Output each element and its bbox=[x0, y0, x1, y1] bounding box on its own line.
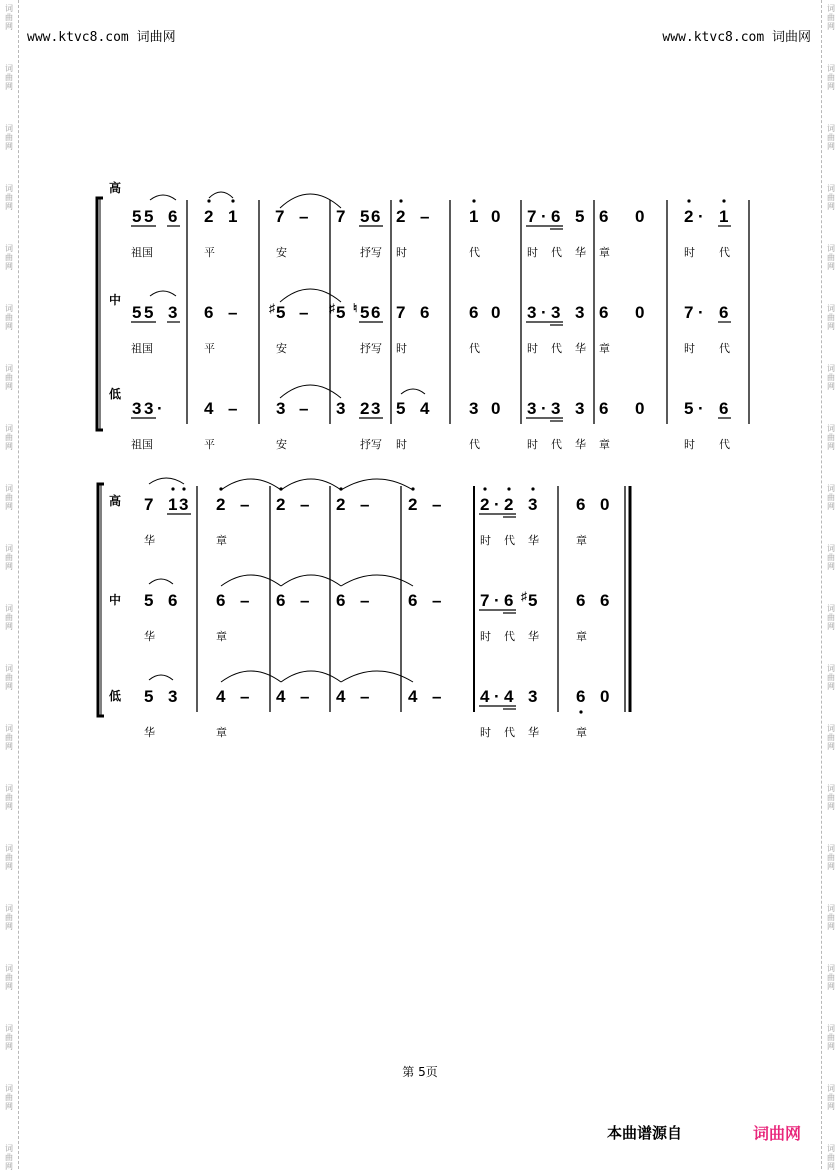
svg-text:4: 4 bbox=[216, 687, 226, 706]
watermark-text: 词 曲 网 bbox=[827, 4, 835, 31]
watermark-text: 词 曲 网 bbox=[827, 544, 835, 571]
svg-text:6: 6 bbox=[168, 207, 178, 226]
svg-text:0: 0 bbox=[635, 207, 645, 226]
svg-text:2: 2 bbox=[216, 495, 226, 514]
watermark-text: 词 曲 网 bbox=[827, 124, 835, 151]
svg-text:0: 0 bbox=[600, 687, 610, 706]
svg-text:·: · bbox=[541, 399, 547, 418]
svg-text:·: · bbox=[698, 207, 704, 226]
svg-text:5: 5 bbox=[528, 591, 538, 610]
svg-text:–: – bbox=[360, 591, 370, 610]
svg-text:代: 代 bbox=[504, 726, 515, 739]
svg-text:4: 4 bbox=[276, 687, 286, 706]
watermark-text: 词 曲 网 bbox=[827, 664, 835, 691]
svg-text:♯: ♯ bbox=[329, 301, 335, 315]
svg-text:3: 3 bbox=[551, 303, 561, 322]
svg-text:4: 4 bbox=[336, 687, 346, 706]
svg-text:–: – bbox=[228, 303, 238, 322]
svg-text:·: · bbox=[494, 591, 500, 610]
svg-text:0: 0 bbox=[635, 303, 645, 322]
svg-text:·: · bbox=[541, 303, 547, 322]
svg-text:–: – bbox=[240, 591, 250, 610]
svg-text:5: 5 bbox=[396, 399, 406, 418]
svg-text:6: 6 bbox=[504, 591, 514, 610]
svg-text:0: 0 bbox=[635, 399, 645, 418]
svg-text:代: 代 bbox=[469, 438, 480, 451]
part-label-low-2: 低 bbox=[109, 689, 122, 703]
svg-text:代: 代 bbox=[719, 438, 730, 451]
svg-text:·: · bbox=[494, 687, 500, 706]
svg-text:7: 7 bbox=[336, 207, 346, 226]
svg-text:3: 3 bbox=[371, 399, 381, 418]
svg-text:2: 2 bbox=[504, 495, 514, 514]
system-2-lyrics bbox=[144, 533, 587, 739]
svg-text:华: 华 bbox=[528, 726, 539, 739]
system-2-high-notes bbox=[144, 478, 609, 517]
svg-text:代: 代 bbox=[469, 246, 480, 259]
svg-text:时: 时 bbox=[396, 246, 407, 259]
watermark-text: 词 曲 网 bbox=[5, 1024, 13, 1051]
svg-text:6: 6 bbox=[336, 591, 346, 610]
svg-text:3: 3 bbox=[528, 687, 538, 706]
svg-text:代: 代 bbox=[469, 342, 480, 355]
watermark-text: 词 曲 网 bbox=[827, 904, 835, 931]
svg-text:祖国: 祖国 bbox=[131, 342, 153, 355]
svg-text:6: 6 bbox=[719, 303, 729, 322]
header-site-right[interactable]: www.ktvc8.com 词曲网 bbox=[662, 30, 811, 45]
svg-text:代: 代 bbox=[551, 438, 562, 451]
system-1-lyrics bbox=[131, 245, 730, 451]
svg-text:–: – bbox=[300, 495, 310, 514]
svg-text:7: 7 bbox=[480, 591, 490, 610]
svg-text:3: 3 bbox=[132, 399, 142, 418]
svg-text:6: 6 bbox=[600, 591, 610, 610]
watermark-text: 词 曲 网 bbox=[827, 604, 835, 631]
svg-text:5: 5 bbox=[276, 303, 286, 322]
svg-text:时: 时 bbox=[396, 438, 407, 451]
svg-text:5: 5 bbox=[144, 591, 154, 610]
svg-text:3: 3 bbox=[179, 495, 189, 514]
watermark-text: 词 曲 网 bbox=[5, 664, 13, 691]
svg-text:6: 6 bbox=[469, 303, 479, 322]
watermark-text: 词 曲 网 bbox=[5, 604, 13, 631]
svg-text:–: – bbox=[299, 207, 309, 226]
svg-text:5: 5 bbox=[336, 303, 346, 322]
svg-text:4: 4 bbox=[480, 687, 490, 706]
svg-text:7: 7 bbox=[144, 495, 154, 514]
svg-text:抒写: 抒写 bbox=[360, 246, 382, 259]
svg-text:–: – bbox=[432, 495, 442, 514]
svg-text:时: 时 bbox=[684, 246, 695, 259]
svg-text:1: 1 bbox=[469, 207, 479, 226]
svg-text:2: 2 bbox=[204, 207, 214, 226]
svg-text:平: 平 bbox=[204, 342, 215, 355]
system-1 bbox=[97, 180, 749, 451]
svg-text:5: 5 bbox=[360, 303, 370, 322]
svg-text:华: 华 bbox=[528, 630, 539, 643]
system-1-low-notes bbox=[131, 385, 731, 421]
svg-text:3: 3 bbox=[528, 495, 538, 514]
svg-text:–: – bbox=[299, 399, 309, 418]
svg-text:4: 4 bbox=[420, 399, 430, 418]
svg-text:6: 6 bbox=[204, 303, 214, 322]
svg-text:时: 时 bbox=[480, 726, 491, 739]
svg-text:时: 时 bbox=[684, 438, 695, 451]
system-2-mid-notes bbox=[144, 575, 609, 613]
svg-text:2: 2 bbox=[276, 495, 286, 514]
svg-text:3: 3 bbox=[575, 303, 585, 322]
svg-text:7: 7 bbox=[527, 207, 537, 226]
svg-text:3: 3 bbox=[336, 399, 346, 418]
svg-text:华: 华 bbox=[575, 342, 586, 355]
watermark-text: 词 曲 网 bbox=[827, 1084, 835, 1111]
watermark-text: 词 曲 网 bbox=[827, 64, 835, 91]
svg-text:·: · bbox=[698, 399, 704, 418]
watermark-text: 词 曲 网 bbox=[827, 1144, 835, 1171]
svg-text:5: 5 bbox=[360, 207, 370, 226]
watermark-text: 词 曲 网 bbox=[5, 64, 13, 91]
svg-text:章: 章 bbox=[599, 342, 610, 355]
svg-text:章: 章 bbox=[576, 630, 587, 643]
watermark-text: 词 曲 网 bbox=[5, 4, 13, 31]
svg-text:5: 5 bbox=[144, 303, 154, 322]
svg-text:–: – bbox=[299, 303, 309, 322]
svg-text:6: 6 bbox=[576, 495, 586, 514]
svg-text:·: · bbox=[541, 207, 547, 226]
part-label-high: 高 bbox=[109, 181, 122, 195]
svg-text:华: 华 bbox=[144, 630, 155, 643]
svg-text:–: – bbox=[360, 687, 370, 706]
svg-text:0: 0 bbox=[491, 303, 501, 322]
svg-text:章: 章 bbox=[599, 246, 610, 259]
svg-text:6: 6 bbox=[216, 591, 226, 610]
watermark-text: 词 曲 网 bbox=[827, 1024, 835, 1051]
svg-text:7: 7 bbox=[396, 303, 406, 322]
system-2-low-notes bbox=[144, 671, 609, 714]
svg-text:7: 7 bbox=[275, 207, 285, 226]
svg-text:平: 平 bbox=[204, 246, 215, 259]
watermark-text: 词 曲 网 bbox=[827, 244, 835, 271]
watermark-text: 词 曲 网 bbox=[827, 304, 835, 331]
svg-text:安: 安 bbox=[276, 246, 287, 259]
svg-text:–: – bbox=[300, 687, 310, 706]
brand-link[interactable]: 词曲网 bbox=[753, 1124, 802, 1143]
watermark-text: 词 曲 网 bbox=[5, 544, 13, 571]
part-label-high-2: 高 bbox=[109, 494, 122, 508]
watermark-text: 词 曲 网 bbox=[5, 124, 13, 151]
svg-text:章: 章 bbox=[576, 534, 587, 547]
watermark-text: 词 曲 网 bbox=[827, 844, 835, 871]
watermark-text: 词 曲 网 bbox=[827, 964, 835, 991]
svg-text:2: 2 bbox=[408, 495, 418, 514]
svg-text:2: 2 bbox=[684, 207, 694, 226]
svg-text:时: 时 bbox=[527, 246, 538, 259]
watermark-text: 词 曲 网 bbox=[827, 184, 835, 211]
svg-text:时: 时 bbox=[396, 342, 407, 355]
watermark-text: 词 曲 网 bbox=[5, 304, 13, 331]
page-number: 第 5页 bbox=[402, 1065, 438, 1079]
svg-text:5: 5 bbox=[144, 207, 154, 226]
svg-text:华: 华 bbox=[575, 438, 586, 451]
svg-text:抒写: 抒写 bbox=[360, 342, 382, 355]
svg-text:代: 代 bbox=[551, 246, 562, 259]
header-site-left[interactable]: www.ktvc8.com 词曲网 bbox=[27, 30, 176, 45]
svg-text:–: – bbox=[420, 207, 430, 226]
system-2 bbox=[98, 478, 630, 739]
svg-text:6: 6 bbox=[408, 591, 418, 610]
svg-text:代: 代 bbox=[504, 534, 515, 547]
svg-text:祖国: 祖国 bbox=[131, 246, 153, 259]
svg-text:–: – bbox=[240, 495, 250, 514]
svg-text:安: 安 bbox=[276, 342, 287, 355]
watermark-text: 词 曲 网 bbox=[827, 364, 835, 391]
svg-text:·: · bbox=[494, 495, 500, 514]
svg-text:5: 5 bbox=[575, 207, 585, 226]
watermark-text: 词 曲 网 bbox=[827, 724, 835, 751]
svg-text:2: 2 bbox=[396, 207, 406, 226]
svg-text:华: 华 bbox=[144, 534, 155, 547]
svg-text:3: 3 bbox=[276, 399, 286, 418]
svg-text:–: – bbox=[300, 591, 310, 610]
svg-text:6: 6 bbox=[276, 591, 286, 610]
svg-text:–: – bbox=[432, 591, 442, 610]
svg-text:–: – bbox=[228, 399, 238, 418]
svg-text:–: – bbox=[432, 687, 442, 706]
svg-text:2: 2 bbox=[360, 399, 370, 418]
svg-text:华: 华 bbox=[575, 246, 586, 259]
svg-text:♯: ♯ bbox=[269, 301, 275, 315]
watermark-text: 词 曲 网 bbox=[5, 244, 13, 271]
watermark-text: 词 曲 网 bbox=[5, 424, 13, 451]
svg-text:平: 平 bbox=[204, 438, 215, 451]
svg-text:华: 华 bbox=[144, 726, 155, 739]
watermark-text: 词 曲 网 bbox=[5, 724, 13, 751]
svg-text:7: 7 bbox=[684, 303, 694, 322]
svg-text:6: 6 bbox=[576, 591, 586, 610]
svg-text:6: 6 bbox=[420, 303, 430, 322]
svg-text:章: 章 bbox=[216, 534, 227, 547]
svg-text:♮: ♮ bbox=[353, 301, 358, 315]
svg-text:3: 3 bbox=[168, 687, 178, 706]
svg-text:时: 时 bbox=[527, 342, 538, 355]
svg-text:3: 3 bbox=[469, 399, 479, 418]
watermark-text: 词 曲 网 bbox=[5, 784, 13, 811]
svg-text:·: · bbox=[157, 399, 163, 418]
source-label: 本曲谱源自 bbox=[607, 1124, 683, 1142]
svg-text:安: 安 bbox=[276, 438, 287, 451]
watermark-text: 词 曲 网 bbox=[5, 184, 13, 211]
svg-text:4: 4 bbox=[408, 687, 418, 706]
svg-text:5: 5 bbox=[144, 687, 154, 706]
svg-text:抒写: 抒写 bbox=[360, 438, 382, 451]
svg-text:5: 5 bbox=[132, 303, 142, 322]
svg-text:代: 代 bbox=[719, 342, 730, 355]
svg-text:6: 6 bbox=[719, 399, 729, 418]
svg-text:时: 时 bbox=[480, 534, 491, 547]
svg-text:6: 6 bbox=[599, 207, 609, 226]
svg-text:华: 华 bbox=[528, 534, 539, 547]
svg-text:时: 时 bbox=[684, 342, 695, 355]
watermark-text: 词 曲 网 bbox=[5, 1084, 13, 1111]
svg-text:–: – bbox=[240, 687, 250, 706]
part-label-mid: 中 bbox=[109, 293, 122, 307]
system-1-high-notes bbox=[131, 192, 731, 229]
svg-text:3: 3 bbox=[527, 399, 537, 418]
svg-text:代: 代 bbox=[504, 630, 515, 643]
svg-text:代: 代 bbox=[551, 342, 562, 355]
svg-text:章: 章 bbox=[576, 726, 587, 739]
watermark-text: 词 曲 网 bbox=[827, 424, 835, 451]
svg-text:6: 6 bbox=[599, 399, 609, 418]
svg-text:3: 3 bbox=[575, 399, 585, 418]
svg-text:1: 1 bbox=[719, 207, 729, 226]
svg-text:3: 3 bbox=[551, 399, 561, 418]
svg-text:6: 6 bbox=[576, 687, 586, 706]
watermark-text: 词 曲 网 bbox=[5, 364, 13, 391]
svg-text:1: 1 bbox=[228, 207, 238, 226]
svg-text:5: 5 bbox=[132, 207, 142, 226]
svg-text:3: 3 bbox=[168, 303, 178, 322]
watermark-text: 词 曲 网 bbox=[5, 904, 13, 931]
watermark-text: 词 曲 网 bbox=[827, 784, 835, 811]
svg-text:2: 2 bbox=[336, 495, 346, 514]
svg-text:4: 4 bbox=[504, 687, 514, 706]
svg-text:代: 代 bbox=[719, 246, 730, 259]
watermark-text: 词 曲 网 bbox=[5, 484, 13, 511]
svg-text:时: 时 bbox=[527, 438, 538, 451]
svg-text:0: 0 bbox=[491, 207, 501, 226]
svg-text:祖国: 祖国 bbox=[131, 438, 153, 451]
svg-text:6: 6 bbox=[371, 303, 381, 322]
svg-text:6: 6 bbox=[599, 303, 609, 322]
svg-text:♯: ♯ bbox=[521, 589, 527, 603]
svg-text:6: 6 bbox=[168, 591, 178, 610]
svg-text:0: 0 bbox=[600, 495, 610, 514]
svg-text:章: 章 bbox=[216, 726, 227, 739]
watermark-text: 词 曲 网 bbox=[5, 844, 13, 871]
part-label-mid-2: 中 bbox=[109, 593, 122, 607]
svg-text:0: 0 bbox=[491, 399, 501, 418]
watermark-text: 词 曲 网 bbox=[5, 964, 13, 991]
svg-text:5: 5 bbox=[684, 399, 694, 418]
svg-text:4: 4 bbox=[204, 399, 214, 418]
system-1-mid-notes bbox=[131, 289, 731, 325]
svg-text:3: 3 bbox=[144, 399, 154, 418]
part-label-low: 低 bbox=[109, 387, 122, 401]
svg-text:时: 时 bbox=[480, 630, 491, 643]
svg-text:6: 6 bbox=[551, 207, 561, 226]
svg-text:3: 3 bbox=[527, 303, 537, 322]
svg-text:6: 6 bbox=[371, 207, 381, 226]
svg-text:章: 章 bbox=[599, 438, 610, 451]
watermark-text: 词 曲 网 bbox=[5, 1144, 13, 1171]
svg-text:章: 章 bbox=[216, 630, 227, 643]
svg-text:–: – bbox=[360, 495, 370, 514]
svg-text:2: 2 bbox=[480, 495, 490, 514]
watermark-text: 词 曲 网 bbox=[827, 484, 835, 511]
svg-text:·: · bbox=[698, 303, 704, 322]
svg-text:1: 1 bbox=[168, 495, 178, 514]
